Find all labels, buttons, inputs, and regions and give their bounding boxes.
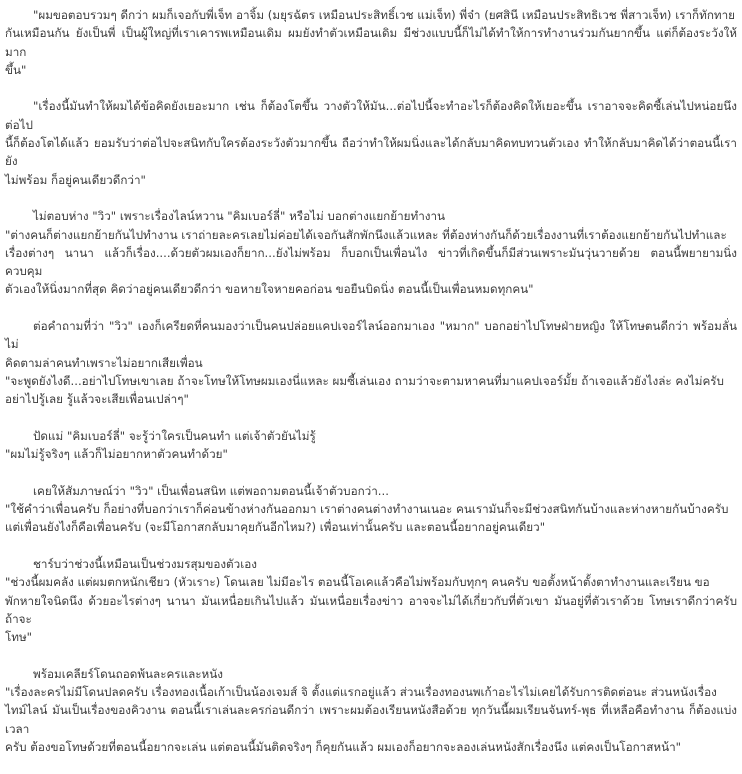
paragraph-line: ตัวเองให้นิ่งมากที่สุด คิดว่าอยู่คนเดียวดีกว่า ขอหายใจหายคอก่อน ขอยืนบิดนิ่ง ตอนนี้เป็นเพื่อนหมดทุกคน" — [5, 282, 534, 297]
article-paragraph — [5, 555, 737, 646]
paragraph-line: พร้อมเคลียร์โดนถอดพ้นละครและหนัง — [33, 666, 223, 681]
paragraph-line: "ช่วงนี้ผมคลัง แต่ผมตกหนักเชียว (หัวเราะ) โดนเลย ไม่มีอะไร ตอนนี้โอเคแล้วคือไม่พร้อมกับทุกๆ คนครับ ขอตั้งหน้าตั้งตาทำงานและเรียน ขอ — [5, 575, 710, 590]
article-body — [5, 6, 737, 774]
paragraph-line: "ผมไม่รู้จริงๆ แล้วก็ไม่อยากหาตัวคนทำด้วย" — [5, 447, 228, 462]
paragraph-line: พักหายใจนิดนึง ด้วยอะไรต่างๆ นานา มันเหนื่อยเกินไปแล้ว มันเหนื่อยเรื่องข่าว อาจจะไม่ได้เกี่ยวกับที่ตัวเขา มันอยู่ที่ตัวเราด้วย โทษเราดีกว่าครับถ้าจะ — [5, 593, 737, 626]
article-paragraph — [5, 207, 737, 298]
paragraph-line: ครับ ต้องขอโทษด้วยที่ตอนนี้อยากจะเล่น แต่ตอนนี้มันติดจริงๆ ก็คุยกันแล้ว ผมเองก็อยากจะลองเล่นหนังสักเรื่องนึง แต่คงเป็นโอกาสหน้า" — [5, 739, 682, 754]
paragraph-line: "เรื่องละครไม่มีโดนปลดครับ เรื่องทองเนื้อเก้าเป็นน้องเจมส์ จิ ตั้งแต่แรกอยู่แล้ว ส่วนเรื่องทองนพเก้าอะไรไม่เคยได้รับการติดต่อนะ ส่วนหนังเรื่อง — [5, 684, 717, 699]
paragraph-line: "ต่างคนก็ต่างแยกย้ายกันไปทำงาน เราถ่ายละครเลยไม่ค่อยได้เจอกันสักพักนึงแล้วแหละ ที่ต้องห่างกันก็ด้วยเรื่องงานที่เราต้องแยกย้ายกันไปทำและ — [5, 227, 727, 242]
paragraph-line: แต่เพื่อนยังไงก็คือเพื่อนครับ (จะมีโอกาสกลับมาคุยกันอีกไหม?) เพื่อนเท่านั้นครับ และตอนนี้อยากอยู่คนเดียว" — [5, 520, 546, 535]
paragraph-line: เคยให้สัมภาษณ์ว่า "วิว" เป็นเพื่อนสนิท แต่พอถามตอนนี้เจ้าตัวบอกว่า... — [33, 483, 389, 498]
article-paragraph — [5, 665, 737, 756]
paragraph-line: "ผมขอตอบรวมๆ ดีกว่า ผมก็เจอกับพี่เจ็ท อาจิ้ม (มยุรฉัตร เหมือนประสิทธิ์เวช แม่เจ็ท) พี่จ๋า (ยศสินี เหมือนประสิทธิเวช พี่สาวเจ็ท) เราก็ทักทาย — [33, 8, 736, 22]
paragraph-line: ปัดแม่ "คิมเบอร์ลี่" จะรู้ว่าใครเป็นคนทำ แต่เจ้าตัวยันไม่รู้ — [33, 428, 316, 443]
paragraph-line: ชาร์บว่าช่วงนี้เหมือนเป็นช่วงมรสุมของตัวเอง — [33, 556, 257, 571]
paragraph-line: "เรื่องนี้มันทำให้ผมได้ข้อคิดยังเยอะมาก เช่น ก็ต้องโตขึ้น วางตัวให้มัน...ต่อไปนี้จะทำอะไรก็ต้องคิดให้เยอะขึ้น เราอาจจะคิดซี้เล่นไปหน่อยนึง ต่อไป — [5, 99, 737, 132]
paragraph-line: ไม่พร้อม ก็อยู่คนเดียวดีกว่า" — [5, 172, 146, 187]
article-paragraph — [5, 317, 737, 408]
paragraph-line: กันเหมือนกัน ยังเป็นพี่ เป็นผู้ใหญ่ที่เราเคารพเหมือนเดิม ผมยังทำตัวเหมือนเดิม มีช่วงแบบนี้ก็ไม่ได้ทำให้การทำงานร่วมกันยากขึ้น แต่ก็ต้องระวังให้มาก — [5, 26, 737, 59]
article-paragraph — [5, 6, 737, 79]
paragraph-line: โทษ" — [5, 630, 33, 645]
paragraph-line: อย่าไปรู้เลย รู้แล้วจะเสียเพื่อนเปล่าๆ" — [5, 392, 189, 407]
paragraph-line: "จะพูดยังไงดี...อย่าไปโทษเขาเลย ถ้าจะโทษให้โทษผมเองนี่แหละ ผมซี้เล่นเอง ถามว่าจะตามหาคนที่มาแคปเจอร์มั้ย ถ้าเจอแล้วยังไงล่ะ คงไม่ครับ — [5, 373, 724, 388]
paragraph-line: ไม่ตอบห่าง "วิว" เพราะเรื่องไลน์หวาน "คิมเบอร์ลี่" หรือไม่ บอกต่างแยกย้ายทำงาน — [33, 209, 446, 224]
paragraph-line: เรื่องต่างๆ นานา แล้วก็เรื่อง....ด้วยตัวผมเองก็ยาก...ยังไม่พร้อม ก็บอกเป็นเพื่อนไง ข่าวที่เกิดขึ้นก็มีส่วนเพราะมันวุ่นวายด้วย ตอนนี้พยายามนิ่ง ควบคุม — [5, 245, 737, 279]
article-paragraph — [5, 97, 737, 188]
article-paragraph — [5, 482, 737, 537]
paragraph-line: นี้ก็ต้องโตได้แล้ว ยอมรับว่าต่อไปจะสนิทกับใครต้องระวังตัวมากขึ้น ถือว่าทำให้ผมนิ่งและได้กลับมาคิดทบทวนตัวเอง ทำให้กลับมาคิดได้ว่าตอนนี้เรายัง — [5, 136, 737, 169]
paragraph-line: "ใช้คำว่าเพื่อนครับ ก็อย่างที่บอกว่าเราก็ค่อนข้างห่างกันออกมา เราต่างคนต่างทำงานเนอะ คนเรามันก็จะมีช่วงสนิทกันบ้างและห่างหายกันบ้างครับ — [5, 502, 729, 517]
paragraph-line: ต่อคำถามที่ว่า "วิว" เองก็เครียดที่คนมองว่าเป็นคนปล่อยแคปเจอร์ไลน์ออกมาเอง "หมาก" บอกอย่าไปโทษฝ่ายหญิง ให้โทษตนดีกว่า พร้อมลั่นไม่ — [5, 319, 737, 352]
paragraph-line: ไทม์ไลน์ มันเป็นเรื่องของคิวงาน ตอนนี้เราเล่นละครก่อนดีกว่า เพราะผมต้องเรียนหนังสือด้วย ทุกวันนี้ผมเรียนจันทร์-พุธ ที่เหลือคือทำงาน ก็ต้องแบ่งเวลา — [5, 703, 737, 736]
article-paragraph — [5, 427, 737, 464]
paragraph-line: คิดตามล่าคนทำเพราะไม่อยากเสียเพื่อน — [5, 355, 203, 370]
paragraph-line: ขึ้น" — [5, 62, 27, 77]
